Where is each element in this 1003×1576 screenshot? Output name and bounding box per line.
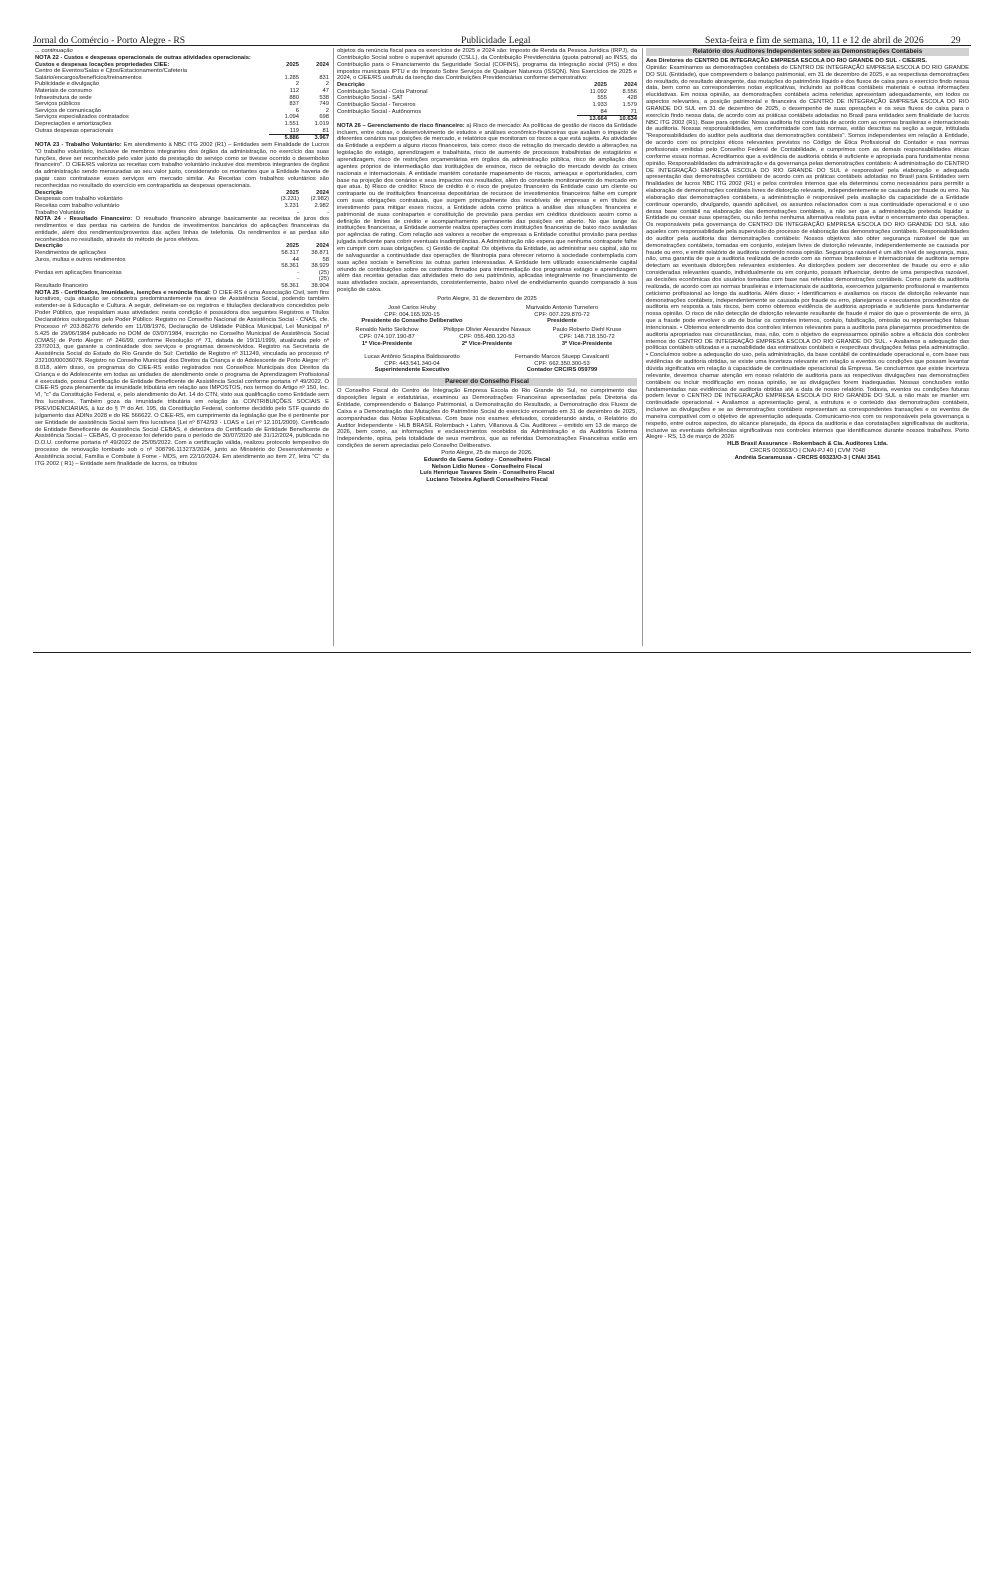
row-label: Centro de Eventos/Salas e Cjtos/Estacionamento/Cafeteria: [35, 68, 188, 75]
signature-row: [337, 305, 637, 326]
column-2: [337, 48, 637, 646]
row-value: 38.929: [311, 263, 329, 270]
signer-name: Philippe Olivier Alexandre Navaux: [443, 327, 531, 334]
row-label: Contribuição Social - Terceiros: [337, 102, 416, 108]
table-header-year: 2024: [316, 61, 329, 68]
table-row: [35, 276, 329, 283]
table-row: [35, 203, 329, 210]
row-label: Despesas com trabalho voluntário: [35, 196, 123, 203]
nota-24-text: O resultado financeiro abrange basicamente as receitas de juros dos rendimentos e das perdas na carteira de fundos de investimentos bancários do aplicações financeiras da entidade, além dos rendimentos/proventos das ações linhas de telefonia. Os rendimentos e as perdas são reconhecidos no resultado, através do método de juros efetivos.: [35, 216, 329, 243]
table-row: [35, 250, 329, 257]
table-body: [337, 89, 637, 116]
row-value: 58: [322, 256, 329, 263]
fiscal-council-member: Luis Henrique Tavares Stein - Conselheiro Fiscal: [419, 470, 555, 477]
continuation-label: ... continuação: [35, 48, 73, 54]
row-value: 38.871: [311, 250, 329, 257]
table-row: [35, 114, 329, 121]
row-value: 84: [600, 108, 607, 115]
fiscal-council-member: Eduardo da Gama Godoy - Conselheiro Fiscal: [423, 456, 551, 463]
nota-26-title: NOTA 26 – Gerenciamento de risco financeiro:: [337, 122, 465, 129]
table-row: [35, 101, 329, 108]
table-row: [35, 128, 329, 135]
row-value: (25): [318, 269, 329, 276]
auditor-report-text: Opinião: Examinamos as demonstrações contábeis do CENTRO DE INTEGRAÇÃO EMPRESA ESCOLA DO RIO GRANDE DO SUL (Entidade), que compreendem o balanço patrimonial, em 31 de dezembro de 2025, e as respectivas demonstrações do resultado, do resultado abrangente, das mutações do patrimônio líquido e dos fluxos de caixa para o exercício findo nessa data, bem como as correspondentes notas explicativas, incluindo as políticas contábeis materiais e outras informações elucidativas. Em nossa opinião, as demonstrações contábeis acima referidas apresentam adequadamente, em todos os aspectos relevantes, a posição patrimonial e financeira do CENTRO DE INTEGRAÇÃO EMPRESA ESCOLA DO RIO GRANDE DO SUL em 31 de dezembro de 2025, o desempenho de suas operações e os seus fluxos de caixa para o exercício findo nessa data, de acordo com as práticas contábeis adotadas no Brasil para entidades sem finalidade de lucros NBC ITG 2002 (R1). Base para opinião: Nossa auditoria foi conduzida de acordo com as normas brasileiras e internacionais de auditoria. Nossas responsabilidades, em conformidade com tais normas, estão descritas na seção a seguir, intitulada "Responsabilidades do auditor pela auditoria das demonstrações contábeis". Somos independentes em relação à Entidade, de acordo com os princípios éticos relevantes previstos no Código de Ética Profissional do Contador e nas normas profissionais emitidas pelo Conselho Federal de Contabilidade, e cumprimos com as demais responsabilidades éticas conforme essas normas. Acreditamos que a evidência de auditoria obtida é suficiente e apropriada para fundamentar nossa opinião. Responsabilidades da administração e da governança pelas demonstrações contábeis: A administração do CENTRO DE INTEGRAÇÃO EMPRESA ESCOLA DO RIO GRANDE DO SUL é responsável pela elaboração e adequada apresentação das demonstrações contábeis de acordo com as práticas contábeis adotadas no Brasil para Entidades sem finalidades de lucros NBC ITG 2002 (R1) e pelos controles internos que ela determinou como necessários para permitir a elaboração de demonstrações contábeis livres de distorção relevante, independentemente se causada por fraude ou erro. Na elaboração das demonstrações contábeis, a administração é responsável pela avaliação da capacidade de a Entidade continuar operando, divulgando, quando aplicável, os assuntos relacionados com a sua continuidade operacional e o uso dessa base contábil na elaboração das demonstrações contábeis, a não ser que a administração pretenda liquidar a Entidade ou cessar suas operações, ou não tenha nenhuma alternativa realista para evitar o encerramento das operações. Os responsáveis pela governança do CENTRO DE INTEGRAÇÃO EMPRESA ESCOLA DO RIO GRANDE DO SUL são aqueles com responsabilidade pela supervisão do processo de elaboração das demonstrações contábeis. Responsabilidades do auditor pela auditoria das demonstrações contábeis: Nossos objetivos são obter segurança razoável de que as demonstrações contábeis, tomadas em conjunto, estejam livres de distorção relevante, independentemente se causada por fraude ou erro, e emitir relatório de auditoria contendo nossa opinião. Segurança razoável é um alto nível de segurança, mas, não, uma garantia de que a auditoria realizada de acordo com as normas brasileiras e internacionais de auditoria sempre detectam as eventuais distorções relevantes existentes. As distorções podem ser decorrentes de fraude ou erro e são consideradas relevantes quando, individualmente ou em conjunto, possam influenciar, dentro de uma perspectiva razoável, as decisões econômicas dos usuários tomadas com base nas referidas demonstrações contábeis. Como parte da auditoria realizada, de acordo com as normas brasileiras e internacionais de auditoria, exercemos julgamento profissional e mantemos ceticismo profissional ao longo da auditoria. Além disso: • Identificamos e avaliamos os riscos de distorção relevante nas demonstrações contábeis, independentemente se causada por fraude ou erro, planejamos e executamos procedimentos de auditoria em resposta a tais riscos, bem como obtemos evidência de auditoria apropriada e suficiente para fundamentar nossa opinião. O risco de não detecção de distorção relevante resultante de fraude é maior do que o proveniente de erro, já que a fraude pode envolver o ato de burlar os controles internos, conluio, falsificação, omissão ou representações falsas intencionais. • Obtemos entendimento dos controles internos relevantes para a auditoria para planejarmos procedimentos de auditoria apropriados nas circunstâncias, mas, não, com o objetivo de expressarmos opinião sobre a eficácia dos controles internos do CENTRO DE INTEGRAÇÃO EMPRESA ESCOLA DO RIO GRANDE DO SUL. • Avaliamos a adequação das políticas contábeis utilizadas e a razoabilidade das estimativas contábeis e respectivas divulgações feitas pela administração. • Concluímos sobre a adequação do uso, pela administração, da base contábil de continuidade operacional e, com base nas evidências de auditoria obtidas, se existe uma incerteza relevante em relação a eventos ou condições que possam levantar dúvida significativa em relação à capacidade de continuidade operacional da Empresa. Se concluirmos que existe incerteza relevante, devemos chamar atenção em nosso relatório de auditoria para as respectivas divulgações nas demonstrações contábeis ou incluir modificação em nossa opinião, se as divulgações forem inadequadas. Nossas conclusões estão fundamentadas nas evidências de auditoria obtidas até a data de nosso relatório. Todavia, eventos ou condições futuras podem levar o CENTRO DE INTEGRAÇÃO EMPRESA ESCOLA DO RIO GRANDE DO SUL a não mais se manter em continuidade operacional. • Avaliamos a apresentação geral, a estrutura e o conteúdo das demonstrações contábeis, inclusive as divulgações e se as demonstrações contábeis representam as correspondentes transações e os eventos de maneira compatível com o objetivo de apresentação adequada. Comunicamo-nos com os responsáveis pela governança a respeito, entre outros aspectos, do alcance planejado, da época da auditoria e das constatações significativas de auditoria, inclusive as eventuais deficiências significativas nos controles internos que identificamos durante nossos trabalhos. Porto Alegre - RS, 13 de março de 2026: [646, 64, 969, 441]
nota-25-text: O CIEE-RS é uma Associação Civil, sem fins lucrativos, cuja atuação se concentra predominantemente na área de Assistência Social, podendo também estender-se à Educação e Cultura. A seguir, delineiam-se os registros e titulações declarativos concedidos pelo Poder Público, que respaldam suas atividades: nesta condição é possuidora dos seguintes Registros e Títulos Declaratórios outorgados pelo Poder Público: Registro no Conselho Nacional de Assistência Social - CNAS, cfe. Processo nº 203.862/76 deferido em 11/08/1976, Declaração de Utilidade Pública Municipal, Lei Municipal nº 5.425 de 29/06/1984 publicado no DOM de 03/07/1984, inscrição no Conselho Municipal de Assistência Social (CMAS) de Porto Alegre: nº 246/99, conforme Resolução nº 71, datada de 19/11/1999, atualizada pelo nº 237/2013, que garante a continuidade dos serviços e programas desenvolvidos. Registro na Secretaria de Assistência Social do Estado do Rio Grande do Sul: Certidão de Registro nº 311249, vinculada ao processo nº 232100/00036078. Registro no Conselho Municipal dos Direitos da Criança e do Adolescente de Porto Alegre: nº: 8.018, além disso, os programas do CIEE-RS estão registrados nos Conselhos Municipais dos Direitos da Criança e do Adolescente em todas as unidades de atendimento onde o programa de Aprendizagem Profissional é executado, possui Certificação de Entidade Beneficente de Assistência Social conforme portaria nº 49/2022. O CIEE-RS goza plenamente da imunidade tributária em relação aos IMPOSTOS, nos termos do Artigo nº 150, Inc. VI, "c" da Constituição Federal, e, pelo atendimento do Art. 14 do CTN, visto sua qualificação como Entidade sem fins lucrativos. Também goza da imunidade tributária em relação às CONTRIBUIÇÕES SOCIAIS E PREVIDENCIÁRIAS, à luz do § 7º do Art. 195, da Constituição Federal, conforme decidido pelo STF quando do julgamento das ADINs 2028 e do RE 566622. O CIEE-RS, em cumprimento da legislação que lhe é pertinente por ser Entidade de assistência Social sem fins lucrativos (Lei nº 8742/93 - LOAS e Lei nº 12.101/2009). Certificado de Entidade Beneficente de Assistência Social CEBAS, é detentora do Certificado de Entidade Beneficente de Assistência Social – CEBAS, O processo foi deferido para o período de 30/07/2020 até 31/12/2024, publicada no D.O.U. conforme portaria nº 49/2022 de 25/05/2022. Com a certificação válida, realizou protocolo tempestivo do processo de renovação tombado sob o nº 308796.113273/2024, junto ao Ministério do Desenvolvimento e Assistência social, Família e Combate à Fome - MDS, em 22/10/2024. Em atendimento ao item 27, letra "C" da ITG 2002 ( R1) – Entidade sem finalidade de lucros, os tributos: [35, 289, 329, 467]
signer-role: Presidente: [547, 318, 577, 325]
row-label: Serviços públicos: [35, 101, 81, 108]
table-row: [35, 95, 329, 102]
row-value: 58.361: [281, 263, 299, 270]
table-row: [337, 95, 637, 102]
parecer-text: O Conselho Fiscal do Centro de Integração Empresa Escola do Rio Grande do Sul, no cumprimento das disposições legais e estatutárias, examinou as Demonstrações Financeiras apresentadas pela Diretoria da Entidade, compreendendo o Balanço Patrimonial, a Demonstração do Resultado, a Demonstração dos Fluxos de Caixa e a Demonstração das Mutações do Patrimônio Social do exercício encerrado em 31 de dezembro de 2025, acompanhadas das Notas Explicativas. Com base nos exames efetuados, considerando ainda, o Relatório do Auditor Independente - HLB BRASIL Rolembach • Lahm, Villanova & Cia. Auditores – emitido em 13 de março de 2026, bem como, as informações e esclarecimentos recebidos da Administração e da Auditoria Externa Independente, opina, pela totalidade de seus membros, que as referidas Demonstrações Financeiras estão em condições de serem apreciadas pelo Conselho Deliberativo.: [337, 388, 637, 450]
row-label: Outras despesas operacionais: [35, 128, 114, 135]
row-label: Rendimentos de aplicações: [35, 250, 107, 257]
signature-block: [437, 327, 537, 348]
auditor-report-title: Relatório dos Auditores Independentes sobre as Demonstrações Contábeis: [646, 48, 969, 56]
table-row: [35, 210, 329, 217]
table-row: [35, 270, 329, 277]
fiscal-council-member: Luciano Teixeira Agliardi Conselheiro Fiscal: [426, 477, 548, 484]
nota-23-table: [35, 190, 329, 216]
table-row: [337, 102, 637, 109]
signer-cpf: CPF: 662.350.300-53: [534, 360, 590, 367]
signer-cpf: CPF: 074.107.190-87: [359, 334, 415, 341]
row-value: 538: [319, 94, 329, 101]
signer-name: Paulo Roberto Diehl Kruse: [552, 327, 622, 334]
row-label: Resultado financeiro: [35, 283, 88, 290]
row-value: 1.551: [284, 121, 299, 128]
row-label: Contribuição Social - Cota Patronal: [337, 88, 428, 95]
table-header-label: Custos e despesas locações propriedades CIEE:: [35, 61, 170, 68]
nota-24-title: NOTA 24 - Resultado Financeiro:: [35, 216, 133, 223]
row-label: Serviços de comunicação: [35, 107, 102, 114]
row-value: [299, 68, 329, 75]
table-header-year: 2024: [316, 243, 329, 250]
table-header-year: 2024: [624, 82, 637, 89]
auditor-registration: CRCRS 003663/O | CNAI-PJ 40 | CVM 7048: [749, 448, 866, 455]
row-value: 112: [289, 88, 299, 95]
total-value: 5.886: [269, 135, 299, 142]
row-value: 71: [630, 108, 637, 115]
row-value: -: [297, 276, 299, 283]
row-value: 11.092: [589, 88, 607, 95]
row-value: 119: [289, 127, 299, 134]
signer-role: Presidente do Conselho Deliberativo: [361, 318, 463, 325]
table-body: [35, 196, 329, 216]
signer-name: José Carlos Hruby: [388, 304, 436, 311]
row-label: [35, 276, 269, 283]
row-value: 1.579: [622, 102, 637, 108]
nota-25: [35, 290, 329, 468]
row-value: -: [327, 209, 329, 216]
signer-name: Marivaldo Antonio Turnelero: [525, 304, 599, 311]
table-header-year: 2025: [286, 243, 299, 250]
row-label: Juros, multas e outros rendimentos: [35, 256, 126, 263]
signer-role: 3º Vice-Presidente: [561, 340, 613, 347]
row-value: 428: [627, 95, 637, 102]
row-value: 880: [289, 94, 299, 101]
column-1: [35, 48, 329, 646]
nota-24-table: [35, 243, 329, 289]
row-label: Infraestrutura de sede: [35, 94, 92, 101]
table-row: [35, 257, 329, 264]
nota-26: [337, 123, 637, 294]
row-value: 8.556: [622, 88, 637, 95]
table-header-label: Descrição: [35, 189, 63, 196]
row-value: (2.982): [310, 196, 329, 203]
table-row: [35, 263, 329, 270]
nota-22-title: NOTA 22 - Custos e despesas operacionais de outras atividades operacionais:: [35, 54, 251, 61]
contribuicoes-table: [337, 82, 637, 123]
row-value: 749: [319, 101, 329, 108]
signer-cpf: CPF: 443.541.340-04: [384, 360, 440, 367]
signature-block: [337, 305, 487, 326]
table-header-year: 2025: [286, 61, 299, 68]
table-header-label: Descrição: [35, 243, 63, 250]
renuncia-fiscal-text: objetos da renúncia fiscal para os exercícios de 2025 e 2024 são: Imposto de Renda da Pessoa Jurídica (IRPJ), da Contribuição Social sobre o superávit apurado (CSLL), da Contribuição Previdenciária (quota patronal) ao INSS, da Contribuição para o Financiamento da Seguridade Social (COFINS), programa da integração social (PIS) e dos impostos municipais IPTU e do Imposto Sobre Serviços de Qualquer Natureza (ISSQN). Nos Exercícios de 2025 e 2024, o CIEE/RS usufruiu da isenção das Contribuições Previdenciárias conforme demonstrativo:: [337, 48, 637, 82]
table-header-year: 2025: [594, 82, 607, 89]
table-row: [35, 121, 329, 128]
signer-cpf: CPF: 148.718.150-72: [559, 334, 615, 341]
table-row: [35, 75, 329, 82]
auditor-firm: HLB Brasil Assurance - Rokembach & Cia. Auditores Ltda.: [727, 441, 888, 448]
row-value: 1.094: [284, 114, 299, 121]
table-row: [35, 81, 329, 88]
table-total-row: [35, 135, 329, 142]
header-date: Sexta-feira e fim de semana, 10, 11 e 12 de abril de 2026: [705, 35, 924, 46]
row-value: 2: [295, 81, 299, 88]
row-value: 58.317: [281, 250, 299, 257]
parecer-title: Parecer do Conselho Fiscal: [337, 378, 637, 386]
nota-23-text: Em atendimento à NBC ITG 2002 (R1) – Entidades sem Finalidade de Lucros "O trabalho voluntário, inclusive de membros integrantes dos órgãos da administração, no exercício das suas funções, deve ser reconhecido pelo valor justo da prestação do serviço como se tivesse ocorrido o desembolso financeiro". O CIEE/RS valoriza as receitas com trabalho voluntário inclusive dos membros integrantes de órgãos da administração sendo mensuradas ao seu valor justo, considerando os montantes que a Entidade haveria de pagar caso contratasse esses serviços em mercado similar. As Receitas com trabalhos voluntários são reconhecidas no resultado do exercício em contrapartida as despesas operacionais.: [35, 141, 329, 189]
signer-role: 1º Vice-Presidente: [361, 340, 413, 347]
row-value: 2: [325, 81, 329, 88]
column-divider: [642, 48, 643, 646]
row-value: 38.904: [311, 283, 329, 290]
row-label: Trabalho Voluntário: [35, 209, 86, 216]
table-total-row: [337, 116, 637, 123]
signature-block: [537, 327, 637, 348]
signer-role: Contador CRC/RS 059799: [526, 367, 598, 374]
signature-block: [337, 327, 437, 348]
parecer-members: [337, 457, 637, 484]
row-value: [269, 68, 299, 75]
auditor-signer: Andréia Scaramussa - CRCRS 69323/O-3 | CNAI 3541: [734, 454, 881, 461]
table-row: [337, 89, 637, 96]
signer-name: Lucas Antônio Sciapina Baldissarotto: [364, 353, 460, 360]
row-label: Materiais de consumo: [35, 88, 92, 95]
row-value: (3.231): [280, 196, 299, 203]
table-row: [35, 196, 329, 203]
table-row: [35, 68, 329, 75]
row-value: 81: [322, 127, 329, 134]
total-value: 3.967: [299, 135, 329, 142]
signer-role: 2º Vice-Presidente: [461, 340, 513, 347]
table-body: [35, 250, 329, 290]
row-value: 6: [295, 107, 299, 114]
row-label: Salário/encargos/benefícios/treinamentos: [35, 74, 142, 81]
signature-row: [337, 327, 637, 348]
row-label: Receitas com trabalho voluntário: [35, 202, 120, 209]
signer-role: Superintendente Executivo: [374, 367, 450, 374]
nota-26-text: a) Risco de mercado: As políticas de gestão de riscos da Entidade incluem, entre outras, o desenvolvimento de estudos e análises econômico-financeiras que avaliam o impacto de diferentes cenários nas posições de mercado, e relatórios que monitoram os riscos a que está sujeita. As atividades da Entidade a expõem a alguns riscos financeiros, tais como: risco de retração do mercado devido a alterações na legislação do estágio, aprendizagem e trabalhista, risco de aumento de processos trabalhistas de estagiários e aprendizagem, risco de restrições orçamentárias em órgãos da administração pública, risco de ampliação dos agentes próprios de intermediação das instituições de ensinos, risco de retração do mercado devido às crises nacionais e internacionais. A entidade mantém constante mapeamento de riscos, ameaças e oportunidades, com base na projeção dos cenários e seus impactos nos resultados, além do constante monitoramento do mercado em que atua. b) Risco de crédito: Risco de crédito é o risco de prejuízo financeiro da Entidade caso um cliente ou contraparte ou de instituições financeiras depositárias de recursos de investimentos financeiros falhe em cumprir com suas obrigações contratuais, que surgem principalmente dos recebíveis de empresas e em títulos de investimento para mitigar esses riscos, a Entidade adota como prática a análise das situações financeira e patrimonial de suas contrapartes e constituição de provisão para perdas em créditos duvidosos assim como a definição de limites de crédito e acompanhamento permanente das posições em aberto. No que tange às instituições financeiras, a Entidade somente realiza operações com instituições financeiras de baixo risco avaliadas por agências de rating. Com relação aos valores a receber de empresas a Entidade constitui provisão para perdas julgada suficiente para cobrir eventuais inadimplências. A Administração não espera que nenhuma contraparte falhe em cumprir com suas obrigações. c) Gestão de capital: Os objetivos da Entidade, ao administrar seu capital, são os de salvaguardar a continuidade das operações de filantropia para oferecer retorno à sociedade contemplada com suas ações sociais e benefícios às outras partes interessadas. A Entidade tem utilizado essencialmente capital oriundo de contribuições sobre os contratos firmados para intermediação dos programas estágio e aprendizagem além das receitas geradas das atividades meio do seu patrimônio, aplicadas integralmente no financiamento de suas atividades sociais, apresentando, consistentemente, baixo nível de endividamento quando comparado à sua posição de caixa.: [337, 122, 637, 294]
nota-24: [35, 216, 329, 243]
signature-block: [337, 354, 487, 375]
table-row: [337, 109, 637, 116]
signer-name: Renaldo Netto Sielichow: [355, 327, 419, 334]
row-value: -: [297, 269, 299, 276]
row-label: Depreciações e amortizações: [35, 121, 112, 128]
row-label: Contribuição Social - Autônomos: [337, 109, 422, 116]
row-value: 1.019: [314, 121, 329, 128]
table-header-year: 2024: [316, 189, 329, 196]
auditor-report-lead: Aos Diretores do CENTRO DE INTEGRAÇÃO EMPRESA ESCOLA DO RIO GRANDE DO SUL - CIEE/RS.: [646, 58, 927, 64]
signer-cpf: CPF: 055.480.120-53: [459, 334, 515, 341]
table-header-year: 2025: [286, 189, 299, 196]
row-label: [35, 263, 269, 270]
nota-23: [35, 142, 329, 190]
table-body: [35, 68, 329, 134]
nota-25-title: NOTA 25 - Certificados, Imunidades, isenções e renúncia fiscal:: [35, 289, 211, 296]
row-value: 3.231: [284, 202, 299, 209]
signer-name: Fernando Marcos Stuepp Cavalcanti: [514, 353, 610, 360]
table-header-label: Descrição: [337, 82, 365, 89]
parecer-date: Porto Alegre, 25 de março de 2026.: [441, 449, 533, 456]
fiscal-council-member: Nelson Lidio Nunes - Conselheiro Fiscal: [431, 463, 543, 470]
row-value: 44: [292, 256, 299, 263]
signer-cpf: CPF: 007.229.870-72: [534, 311, 590, 318]
nota-23-title: NOTA 23 - Trabalho Voluntário:: [35, 141, 122, 148]
row-value: 2.982: [314, 202, 329, 209]
row-value: 837: [289, 101, 299, 108]
row-value: 1.285: [284, 74, 299, 81]
row-value: 58.361: [281, 283, 299, 290]
header-page-number: 29: [951, 35, 961, 46]
total-value: 10.634: [607, 116, 637, 123]
signature-row: [337, 354, 637, 375]
table-row: [35, 88, 329, 95]
nota-22-table: [35, 62, 329, 142]
row-value: 831: [319, 74, 329, 81]
signer-cpf: CPF: 004.165.920-15: [384, 311, 440, 318]
column-3: [646, 48, 969, 646]
row-label: Publicidade e divulgação: [35, 81, 100, 88]
header-newspaper-name: Jornal do Comércio - Porto Alegre - RS: [33, 35, 186, 46]
row-value: 47: [322, 88, 329, 95]
signature-block: [487, 354, 637, 375]
table-row: [35, 283, 329, 290]
row-value: 698: [319, 114, 329, 121]
row-value: 2: [325, 107, 329, 114]
row-value: 555: [597, 95, 607, 102]
row-label: Serviços especializados contratados: [35, 114, 129, 121]
row-label: Contribuição Social - SAT: [337, 95, 403, 102]
total-value: 13.664: [577, 116, 607, 123]
header-section: Publicidade Legal: [461, 35, 531, 46]
signature-block: [487, 305, 637, 326]
row-value: -: [297, 209, 299, 216]
column-divider: [333, 48, 334, 646]
table-row: [35, 108, 329, 115]
row-value: 1.933: [592, 102, 607, 108]
row-value: (25): [318, 276, 329, 283]
signature-date: Porto Alegre, 31 de dezembro de 2025: [437, 295, 537, 302]
row-label: Perdas em aplicações financeiras: [35, 269, 122, 276]
